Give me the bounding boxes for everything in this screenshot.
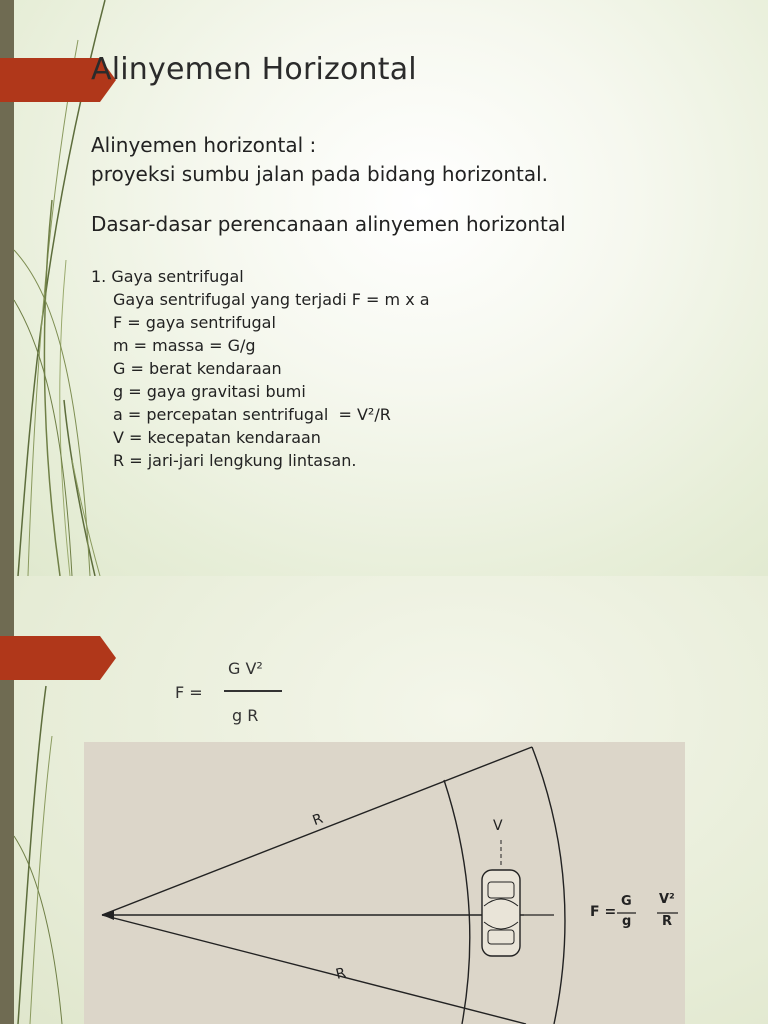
item-line: G = berat kendaraan [113, 359, 282, 378]
diagram-formula-lhs: F = [590, 904, 617, 920]
item-heading: 1. Gaya sentrifugal [91, 267, 244, 286]
item-line: a = percepatan sentrifugal = V²/R [113, 405, 391, 424]
item-line: m = massa = G/g [113, 336, 256, 355]
diagram-drawing [84, 742, 685, 1024]
formula-lhs: F = [175, 683, 203, 702]
diagram-frac-v-num: V² [659, 892, 675, 907]
item-line: Gaya sentrifugal yang terjadi F = m x a [113, 290, 430, 309]
diagram-frac-g-den: g [622, 914, 632, 929]
item-line: g = gaya gravitasi bumi [113, 382, 306, 401]
item-line: R = jari-jari lengkung lintasan. [113, 451, 357, 470]
velocity-label: V [493, 818, 503, 834]
centrifugal-force-diagram [84, 742, 685, 1024]
basics-heading: Dasar-dasar perencanaan alinyemen horizontal [91, 212, 566, 236]
definition-heading: Alinyemen horizontal : [91, 133, 317, 157]
slide-title: Alinyemen Horizontal [91, 52, 417, 87]
definition-text: proyeksi sumbu jalan pada bidang horizontal. [91, 162, 549, 186]
formula-denominator: g R [232, 706, 259, 725]
formula-numerator: G V² [228, 659, 263, 678]
diagram-frac-v-den: R [662, 914, 673, 929]
fraction-bar [224, 690, 282, 692]
item-line: F = gaya sentrifugal [113, 313, 276, 332]
diagram-frac-g-num: G [621, 894, 632, 909]
car-icon [482, 870, 520, 956]
slide-accent-tab [0, 636, 116, 680]
radius-label-bottom: R [334, 965, 348, 983]
item-line: V = kecepatan kendaraan [113, 428, 321, 447]
radius-label-top: R [310, 810, 326, 830]
